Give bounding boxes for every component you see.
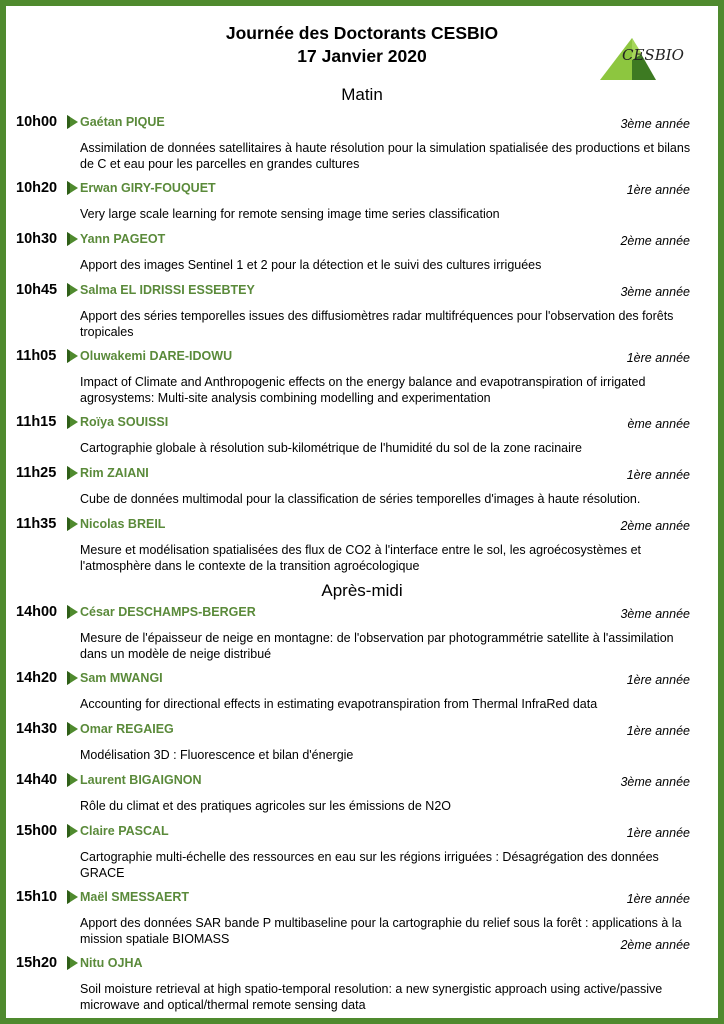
year-label: 1ère année: [626, 892, 690, 906]
cesbio-logo: [598, 34, 684, 84]
talk-title: Cartographie multi-échelle des ressources en eau sur les régions irriguées : Désagrégation des données GRACE: [80, 850, 659, 880]
speaker-name: Rim ZAIANI: [80, 466, 149, 480]
schedule-entry: [0, 347, 724, 407]
year-label: 1ère année: [626, 826, 690, 840]
talk-title: Impact of Climate and Anthropogenic effects on the energy balance and evapotranspiration of irrigated agrosystems: Multi-site analysis combining modelling and experimentation: [80, 375, 646, 405]
year-label: 1ère année: [626, 351, 690, 365]
year-label: 2ème année: [620, 234, 690, 248]
speaker-name: Erwan GIRY-FOUQUET: [80, 181, 216, 195]
arrow-icon: [67, 115, 78, 134]
talk-title: Apport des données SAR bande P multibaseline pour la cartographie du relief sous la forêt : applications à la mission spatiale BIOMASS: [80, 916, 682, 946]
year-label: 1ère année: [626, 468, 690, 482]
speaker-name: Gaétan PIQUE: [80, 115, 165, 129]
entry-time: 14h30: [16, 721, 58, 737]
section-morning: Matin: [341, 85, 383, 104]
talk-title: Assimilation de données satellitaires à haute résolution pour la simulation spatialisée des productions et bilans de C et eau pour les parcelles en grandes cultures: [80, 141, 691, 171]
schedule-entry: [0, 113, 724, 173]
talk-title: Mesure et modélisation spatialisées des flux de CO2 à l'interface entre le sol, les agroécosystèmes et l'atmosphère dans le contexte de la transition agroécologique: [80, 543, 641, 573]
talk-title: Rôle du climat et des pratiques agricoles sur les émissions de N2O: [80, 799, 452, 813]
year-label: 2ème année: [620, 938, 690, 952]
entry-time: 11h05: [16, 348, 57, 364]
year-label: 1ère année: [626, 673, 690, 687]
speaker-name: Oluwakemi DARE-IDOWU: [80, 349, 233, 363]
arrow-icon: [67, 349, 78, 368]
entry-time: 10h45: [16, 282, 58, 298]
page-title: Journée des Doctorants CESBIO: [225, 23, 499, 43]
entry-time: 15h10: [16, 889, 58, 905]
section-afternoon: Après-midi: [321, 581, 403, 600]
entry-time: 10h00: [16, 114, 58, 130]
talk-title: Accounting for directional effects in estimating evapotranspiration from Thermal InfraRed data: [80, 697, 598, 711]
arrow-icon: [67, 824, 78, 843]
talk-title: Cube de données multimodal pour la classification de séries temporelles d'images à haute résolution.: [80, 492, 641, 506]
entry-time: 11h25: [16, 465, 57, 481]
arrow-icon: [67, 605, 78, 624]
entry-time: 15h00: [16, 823, 58, 839]
arrow-icon: [67, 232, 78, 251]
entry-time: 14h20: [16, 670, 58, 686]
talk-title: Very large scale learning for remote sensing image time series classification: [80, 207, 500, 221]
arrow-icon: [67, 722, 78, 741]
year-label: ème année: [627, 417, 690, 431]
entry-time: 11h15: [16, 414, 57, 430]
year-label: 3ème année: [620, 117, 690, 131]
year-label: 3ème année: [620, 285, 690, 299]
speaker-name: Claire PASCAL: [80, 824, 169, 838]
schedule-entry: [0, 515, 724, 575]
arrow-icon: [67, 890, 78, 909]
talk-title: Modélisation 3D : Fluorescence et bilan d'énergie: [80, 748, 354, 762]
schedule-entry: [0, 888, 724, 948]
year-label: 1ère année: [626, 724, 690, 738]
year-label: 3ème année: [620, 607, 690, 621]
entry-time: 11h35: [16, 516, 57, 532]
page-date: 17 Janvier 2020: [297, 46, 427, 66]
talk-title: Apport des images Sentinel 1 et 2 pour la détection et le suivi des cultures irriguées: [80, 258, 542, 272]
arrow-icon: [67, 517, 78, 536]
speaker-name: Laurent BIGAIGNON: [80, 773, 202, 787]
schedule-entry: [0, 603, 724, 663]
speaker-name: Omar REGAIEG: [80, 722, 174, 736]
talk-title: Mesure de l'épaisseur de neige en montagne: de l'observation par photogrammétrie satellite à l'assimilation dans un modèle de neige distribué: [80, 631, 674, 661]
schedule-entry: [0, 822, 724, 882]
entry-time: 10h30: [16, 231, 58, 247]
entry-time: 14h40: [16, 772, 58, 788]
speaker-name: Nicolas BREIL: [80, 517, 166, 531]
schedule-entry: [0, 938, 724, 1014]
arrow-icon: [67, 956, 78, 975]
entry-time: 10h20: [16, 180, 58, 196]
talk-title: Cartographie globale à résolution sub-kilométrique de l'humidité du sol de la zone racinaire: [80, 441, 582, 455]
year-label: 2ème année: [620, 519, 690, 533]
talk-title: Apport des séries temporelles issues des diffusiomètres radar multifréquences pour l'observation des forêts tropicales: [80, 309, 674, 339]
year-label: 3ème année: [620, 775, 690, 789]
talk-title: Soil moisture retrieval at high spatio-temporal resolution: a new synergistic approach using active/passive microwave and optical/thermal remote sensing data: [80, 982, 663, 1012]
arrow-icon: [67, 773, 78, 792]
entry-time: 14h00: [16, 604, 58, 620]
entry-time: 15h20: [16, 955, 58, 971]
arrow-icon: [67, 671, 78, 690]
speaker-name: Nitu OJHA: [80, 956, 143, 970]
schedule-entry: [0, 281, 724, 341]
speaker-name: César DESCHAMPS-BERGER: [80, 605, 256, 619]
arrow-icon: [67, 415, 78, 434]
speaker-name: Roïya SOUISSI: [80, 415, 169, 429]
logo-text: CESBIO: [622, 46, 684, 64]
speaker-name: Sam MWANGI: [80, 671, 163, 685]
speaker-name: Salma EL IDRISSI ESSEBTEY: [80, 283, 255, 297]
arrow-icon: [67, 181, 78, 200]
arrow-icon: [67, 283, 78, 302]
speaker-name: Maël SMESSAERT: [80, 890, 190, 904]
year-label: 1ère année: [626, 183, 690, 197]
arrow-icon: [67, 466, 78, 485]
speaker-name: Yann PAGEOT: [80, 232, 166, 246]
